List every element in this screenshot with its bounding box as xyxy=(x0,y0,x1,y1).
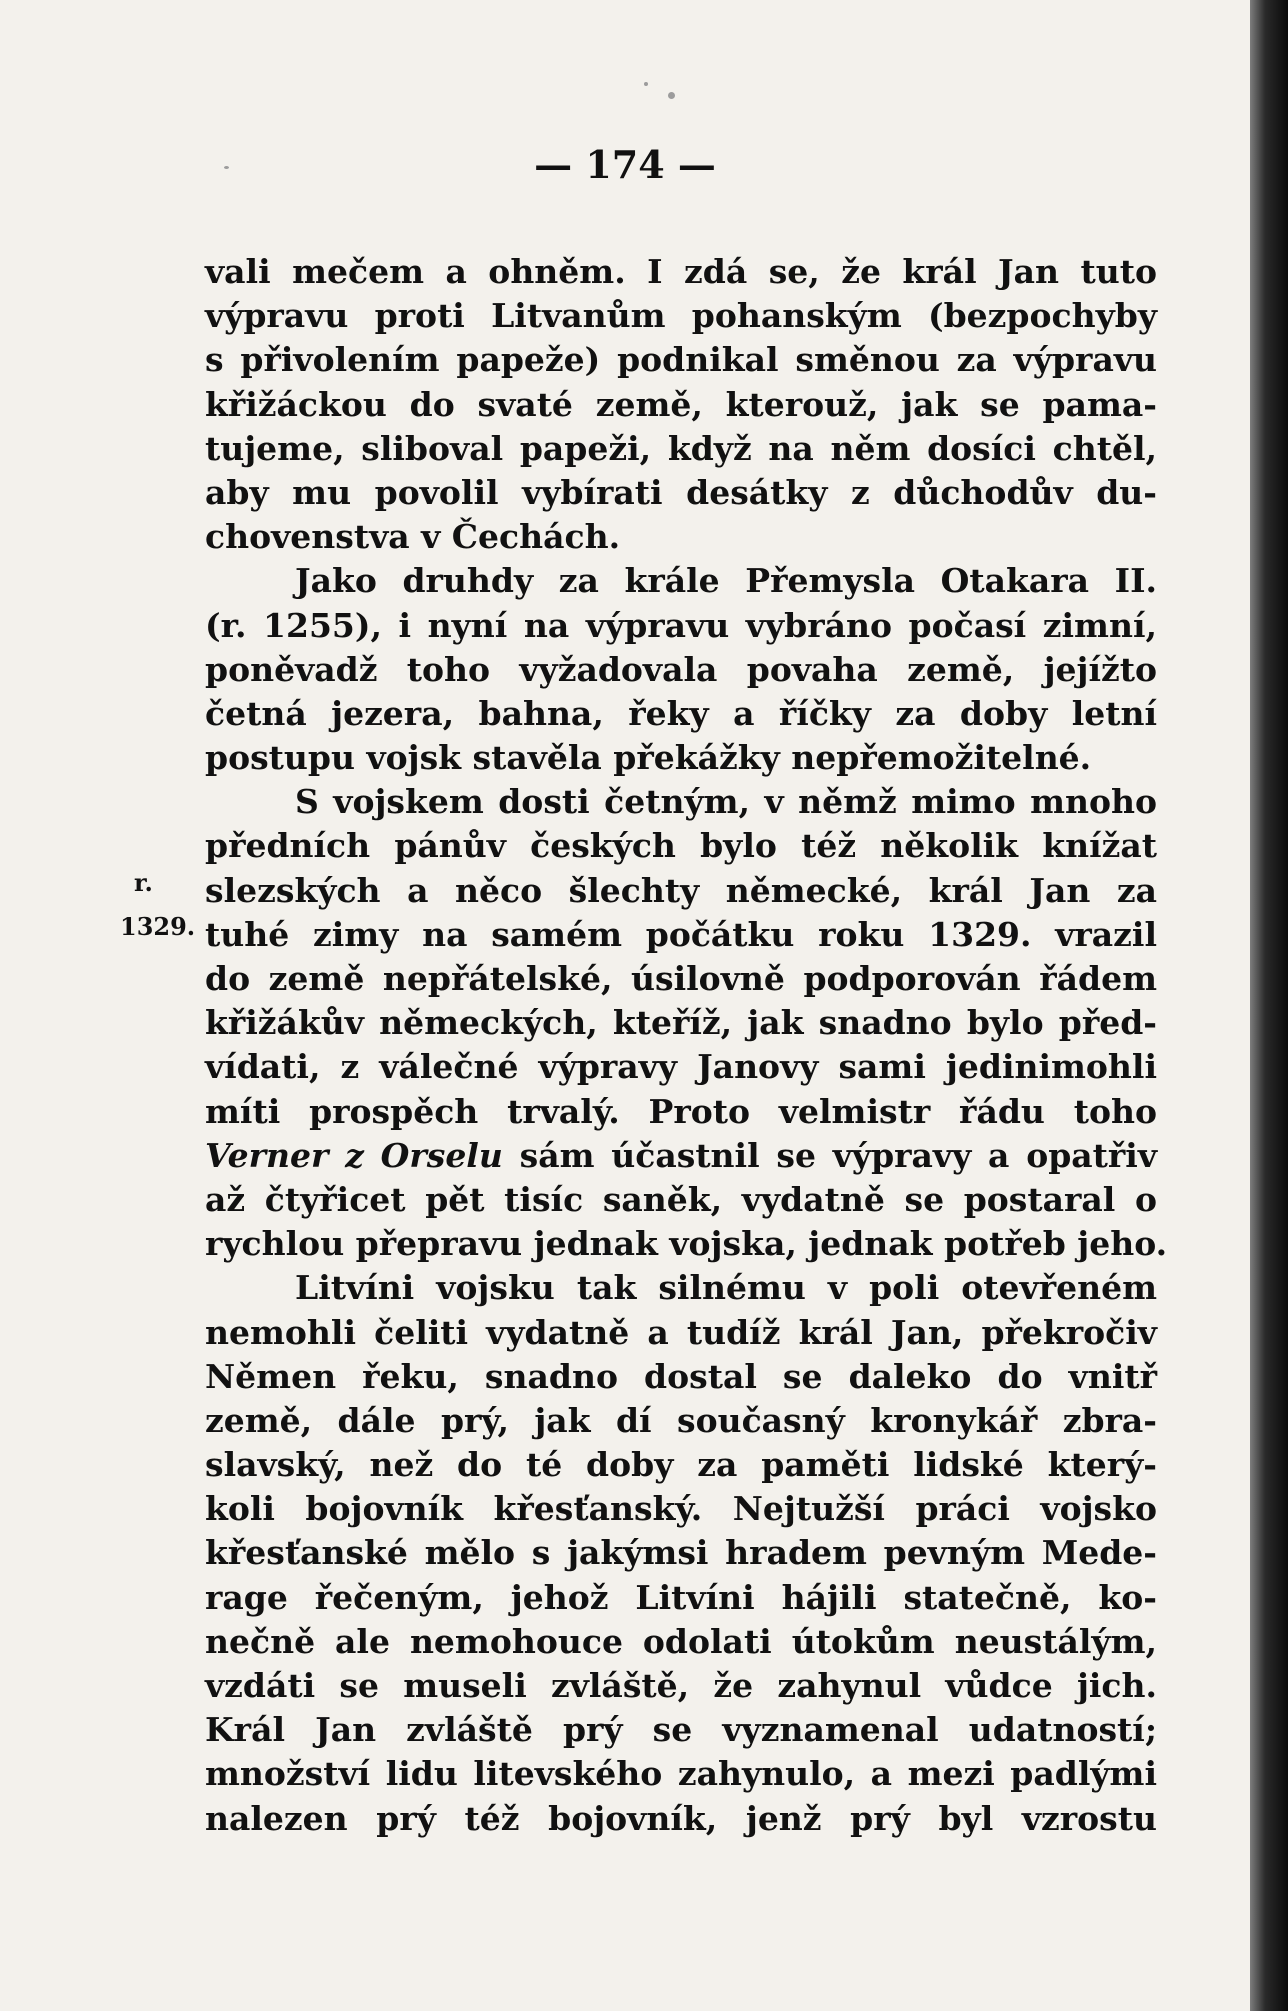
text-line: rage řečeným, jehož Litvíni hájili statečně, ko- xyxy=(205,1577,1157,1617)
text-line: (r. 1255), i nyní na výpravu vybráno počasí zimní, xyxy=(205,605,1157,645)
text-line: vídati, z válečné výpravy Janovy sami jedinimohli xyxy=(205,1047,1157,1087)
text-line: nemohli čeliti vydatně a tudíž král Jan, překročiv xyxy=(205,1312,1157,1352)
margin-note-prefix: r. xyxy=(134,868,153,897)
text-line: míti prospěch trvalý. Proto velmistr řádu toho xyxy=(205,1091,1157,1131)
text-line: s přivolením papeže) podnikal směnou za výpravu xyxy=(205,340,1157,380)
text-line: tuhé zimy na samém počátku roku 1329. vrazil xyxy=(205,914,1157,954)
scan-edge xyxy=(1250,0,1288,2011)
margin-note-year: 1329. xyxy=(120,912,196,941)
text-line: křesťanské mělo s jakýmsi hradem pevným Mede- xyxy=(205,1533,1157,1573)
italic-name: Verner z Orselu xyxy=(205,1135,503,1175)
text-line: do země nepřátelské, úsilovně podporován řádem xyxy=(205,959,1157,998)
scan-speck xyxy=(644,82,648,86)
text-line: nalezen prý též bojovník, jenž prý byl vzrostu xyxy=(205,1798,1157,1838)
text-line: výpravu proti Litvanům pohanským (bezpochyby xyxy=(205,296,1157,336)
text-line-rest: sám účastnil se výpravy a opatřiv xyxy=(519,1135,1157,1175)
text-line: množství lidu litevského zahynulo, a mezi padlými xyxy=(205,1754,1157,1794)
text-line: až čtyřicet pět tisíc saněk, vydatně se postaral o xyxy=(205,1179,1157,1219)
body-text xyxy=(205,250,1168,1841)
text-line: slezských a něco šlechty německé, král Jan za xyxy=(205,870,1157,910)
text-line: tujeme, sliboval papeži, když na něm dosíci chtěl, xyxy=(205,428,1157,468)
text-line: Král Jan zvláště prý se vyznamenal udatností; xyxy=(205,1710,1157,1750)
text-line: Litvíni vojsku tak silnému v poli otevřeném xyxy=(295,1268,1157,1308)
text-line: Jako druhdy za krále Přemysla Otakara II. xyxy=(295,561,1157,601)
text-line: nečně ale nemohouce odolati útokům neustálým, xyxy=(205,1621,1157,1661)
text-line: koli bojovník křesťanský. Nejtužší práci vojsko xyxy=(205,1489,1157,1529)
text-line: křižáckou do svaté země, kterouž, jak se pama- xyxy=(205,384,1157,424)
text-line: křižákův německých, kteříž, jak snadno bylo před- xyxy=(205,1003,1157,1043)
text-line: slavský, než do té doby za paměti lidské který- xyxy=(205,1445,1157,1485)
text-line: vzdáti se museli zvláště, že zahynul vůdce jich. xyxy=(205,1666,1157,1705)
text-line: rychlou přepravu jednak vojska, jednak potřeb jeho. xyxy=(205,1224,1168,1264)
text-line: postupu vojsk stavěla překážky nepřemožitelné. xyxy=(205,738,1092,778)
text-line: poněvadž toho vyžadovala povaha země, jejížto xyxy=(205,649,1157,689)
text-line: země, dále prý, jak dí současný kronykář zbra- xyxy=(205,1400,1157,1440)
text-line-with-name xyxy=(205,1134,1157,1178)
text-line: chovenstva v Čechách. xyxy=(205,517,621,557)
scan-speck xyxy=(668,92,675,99)
text-line: vali mečem a ohněm. I zdá se, že král Jan tuto xyxy=(205,252,1157,291)
text-line: S vojskem dosti četným, v němž mimo mnoho xyxy=(295,782,1157,822)
text-line: četná jezera, bahna, řeky a říčky za doby letní xyxy=(205,693,1157,733)
text-line: Němen řeku, snadno dostal se daleko do vnitř xyxy=(205,1356,1157,1396)
text-line: předních pánův českých bylo též několik knížat xyxy=(205,826,1157,866)
page-number: — 174 — xyxy=(534,142,716,187)
text-line: aby mu povolil vybírati desátky z důchodův du- xyxy=(205,472,1157,512)
